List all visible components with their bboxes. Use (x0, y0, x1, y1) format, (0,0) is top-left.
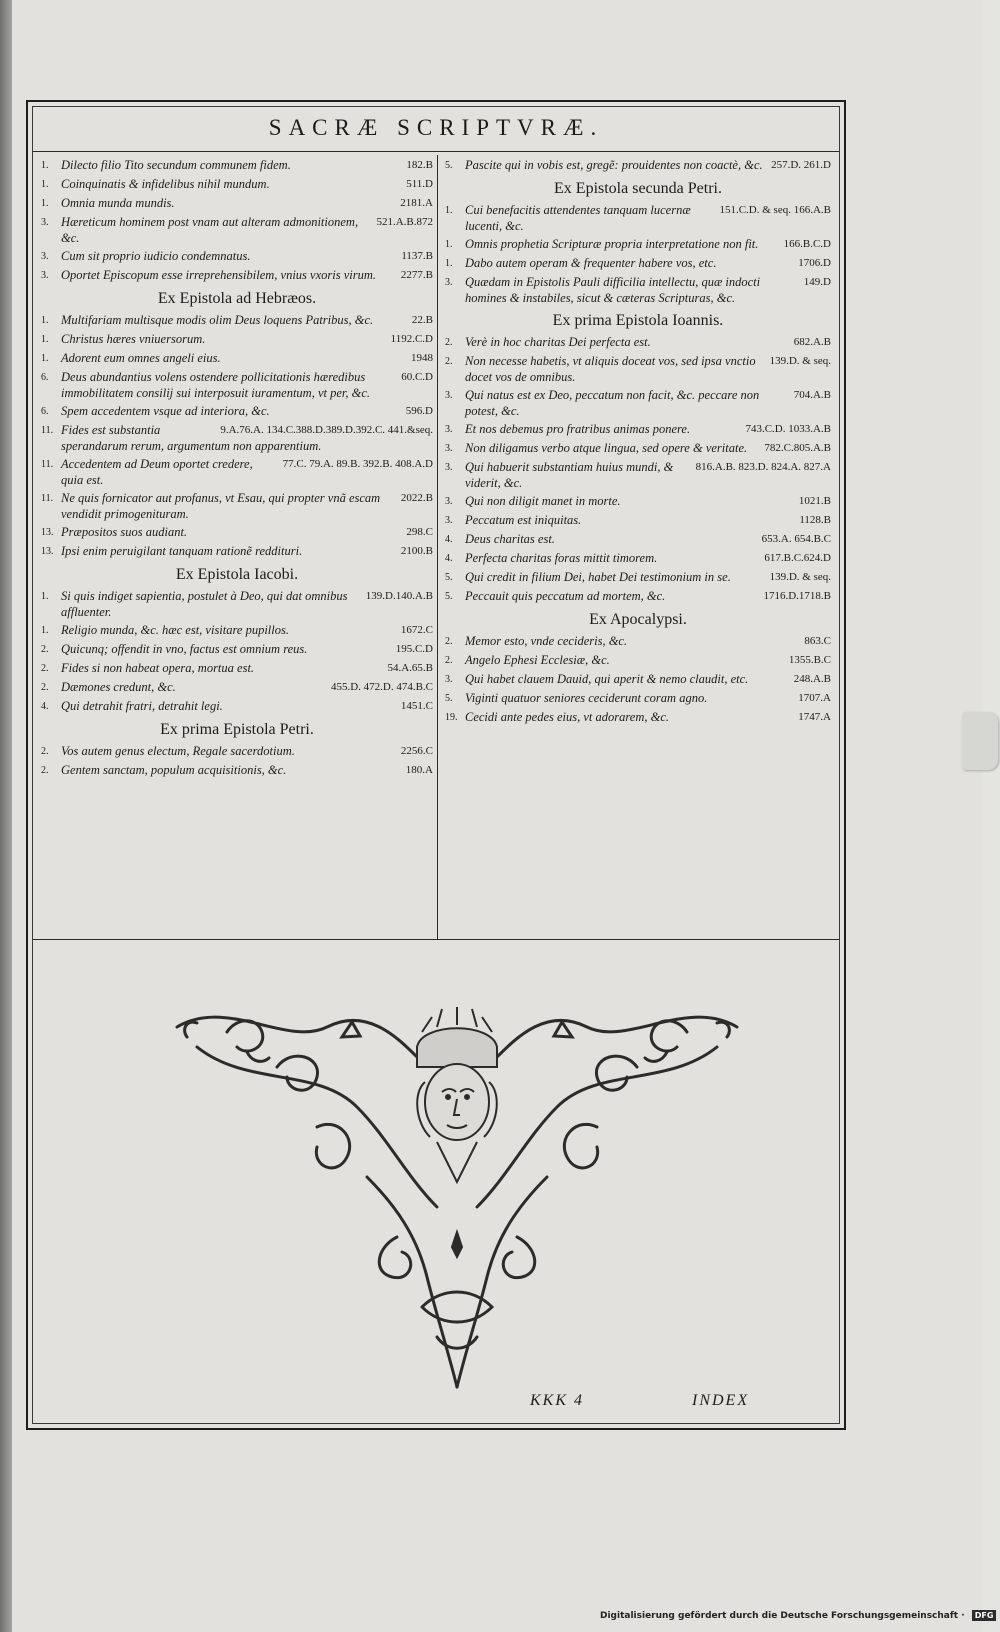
entry-text-block (465, 274, 831, 306)
page-reference: 653.A. 654.B.C (761, 533, 831, 545)
entry-text-block (61, 622, 433, 639)
entry-text-block (465, 493, 831, 510)
chapter-number: 6. (41, 372, 49, 383)
column-divider (437, 155, 438, 939)
page-reference: 195.C.D (395, 643, 433, 655)
entry-text-block (465, 652, 831, 669)
entry-text: Pascite qui in vobis est, gregẽ: prouidentes non coactè, &c. (465, 158, 763, 172)
entry-text: Gentem sanctam, populum acquisitionis, &c. (61, 763, 287, 777)
page-reference: 257.D. 261.D (771, 159, 831, 171)
index-entry (41, 157, 433, 174)
page-reference: 704.A.B (793, 389, 831, 401)
entry-text-block (465, 531, 831, 548)
page-reference: 1451.C (400, 700, 433, 712)
page-reference: 596.D (405, 405, 433, 417)
chapter-number: 1. (41, 334, 49, 345)
entry-text: Ne quis fornicator aut profanus, vt Esau, qui propter vnã escam vendidit primogenituram. (61, 491, 381, 521)
chapter-number: 2. (41, 644, 49, 655)
entry-text-block (61, 248, 433, 265)
entry-text-block (465, 255, 831, 272)
index-entry (445, 459, 831, 491)
entry-text: Non diligamus verbo atque lingua, sed opere & veritate. (465, 441, 748, 455)
page-reference: 455.D. 472.D. 474.B.C (330, 681, 433, 693)
chapter-number: 4. (445, 553, 453, 564)
entry-text-block (61, 543, 433, 560)
page-reference: 22.B (411, 314, 433, 326)
entry-text-block (61, 214, 433, 246)
entry-text-block (465, 334, 831, 351)
entry-text: Et nos debemus pro fratribus animas ponere. (465, 422, 691, 436)
page-reference: 298.C (406, 526, 433, 538)
entry-text-block (61, 350, 433, 367)
index-entry (445, 569, 831, 586)
chapter-number: 2. (41, 682, 49, 693)
entry-text-block (61, 762, 433, 779)
index-entry (41, 679, 433, 696)
entry-text: Christus hæres vniuersorum. (61, 332, 206, 346)
chapter-number: 3. (445, 515, 453, 526)
entry-text: Omnia munda mundis. (61, 196, 175, 210)
index-column-left (41, 157, 433, 935)
page-reference: 1707.A (798, 692, 831, 704)
entry-text-block (61, 641, 433, 658)
chapter-number: 1. (41, 591, 49, 602)
entry-text: Ipsi enim peruigilant tanquam rationẽ reddituri. (61, 544, 303, 558)
section-heading: Ex prima Epistola Ioannis. (552, 312, 724, 329)
entry-text-block (61, 422, 433, 454)
entry-text-block (61, 267, 433, 284)
entry-text-block (61, 524, 433, 541)
page-reference: 60.C.D (401, 371, 433, 383)
index-entry (445, 690, 831, 707)
entry-text: Deus abundantius volens ostendere pollicitationis hæredibus immobilitatem consilij sui interposuit iuramentum, vt per, &c. (61, 370, 371, 400)
chapter-number: 3. (445, 462, 453, 473)
page-reference: 617.B.C.624.D (764, 552, 831, 564)
chapter-number: 1. (41, 198, 49, 209)
entry-text-block (61, 176, 433, 193)
index-entry (41, 641, 433, 658)
entry-text: Dæmones credunt, &c. (61, 680, 176, 694)
index-entry (41, 331, 433, 348)
chapter-number: 2. (445, 337, 453, 348)
page-reference: 151.C.D. & seq. 166.A.B (719, 204, 831, 216)
chapter-number: 2. (445, 655, 453, 666)
chapter-number: 1. (41, 353, 49, 364)
index-entry (41, 660, 433, 677)
chapter-number: 3. (445, 674, 453, 685)
entry-text: Angelo Ephesi Ecclesiæ, &c. (465, 653, 610, 667)
entry-text: Cum sit proprio iudicio condemnatus. (61, 249, 251, 263)
index-entry (41, 762, 433, 779)
entry-text: Multifariam multisque modis olim Deus loquens Patribus, &c. (61, 313, 374, 327)
entry-text: Præpositos suos audiant. (61, 525, 188, 539)
page-reference: 1747.A (798, 711, 831, 723)
digitization-credit (600, 1610, 996, 1628)
index-entry (41, 312, 433, 329)
entry-text-block (61, 679, 433, 696)
entry-text: Coinquinatis & infidelibus nihil mundum. (61, 177, 270, 191)
index-entry (41, 350, 433, 367)
entry-text-block (465, 550, 831, 567)
page-reference: 511.D (406, 178, 433, 190)
index-entry (445, 202, 831, 234)
chapter-number: 5. (445, 693, 453, 704)
entry-text-block (465, 440, 831, 457)
chapter-number: 11. (41, 425, 54, 436)
entry-text-block (61, 403, 433, 420)
index-entry (41, 456, 433, 488)
index-entry (445, 550, 831, 567)
section-heading: Ex Epistola ad Hebræos. (157, 290, 317, 307)
chapter-number: 2. (41, 663, 49, 674)
page-reference: 743.C.D. 1033.A.B (745, 423, 831, 435)
chapter-number: 11. (41, 493, 54, 504)
index-entry (41, 490, 433, 522)
entry-text: Deus charitas est. (465, 532, 555, 546)
index-entry (41, 176, 433, 193)
signature-mark: KKK 4 (530, 1392, 585, 1409)
entry-text: Qui detrahit fratri, detrahit legi. (61, 699, 223, 713)
index-entry (445, 633, 831, 650)
index-entry (41, 543, 433, 560)
entry-text: Quicunq; offendit in vno, factus est omnium reus. (61, 642, 308, 656)
chapter-number: 3. (41, 251, 49, 262)
index-entry (445, 255, 831, 272)
page-reference: 1948 (411, 352, 433, 364)
page-reference: 863.C (804, 635, 831, 647)
entry-text: Cui benefacitis attendentes tanquam lucernæ lucenti, &c. (465, 203, 691, 233)
chapter-number: 3. (445, 443, 453, 454)
chapter-number: 5. (445, 572, 453, 583)
index-entry (41, 214, 433, 246)
page-reference: 1706.D (798, 257, 831, 269)
entry-text-block (61, 698, 433, 715)
text-bottom-rule (33, 939, 839, 940)
page-reference: 166.B.C.D (783, 238, 831, 250)
entry-text-block (61, 369, 433, 401)
page-reference: 9.A.76.A. 134.C.388.D.389.D.392.C. 441.&seq. (220, 424, 433, 436)
page-tab (962, 712, 998, 770)
entry-text-block (465, 202, 831, 234)
entry-text-block (61, 456, 433, 488)
entry-text: Peccatum est iniquitas. (465, 513, 582, 527)
index-entry (445, 236, 831, 253)
index-entry (445, 157, 831, 174)
index-entry (41, 195, 433, 212)
chapter-number: 2. (445, 356, 453, 367)
page-reference: 2181.A (400, 197, 433, 209)
chapter-number: 3. (41, 217, 49, 228)
entry-text: Fides si non habeat opera, mortua est. (61, 661, 255, 675)
section-heading: Ex prima Epistola Petri. (160, 721, 314, 738)
index-entry (41, 422, 433, 454)
dfg-logo: DFG (972, 1610, 997, 1621)
digitization-credit-text: Digitalisierung gefördert durch die Deutsche Forschungsgemeinschaft · (600, 1611, 965, 1621)
entry-text-block (61, 195, 433, 212)
page-reference: 54.A.65.B (387, 662, 433, 674)
index-entry (445, 353, 831, 385)
index-entry (445, 274, 831, 306)
chapter-number: 1. (41, 179, 49, 190)
entry-text: Hæreticum hominem post vnam aut alteram admonitionem, &c. (61, 215, 359, 245)
page-frame (26, 100, 846, 1430)
entry-text: Dilecto filio Tito secundum communem fidem. (61, 158, 291, 172)
index-entry (41, 743, 433, 760)
index-entry (445, 493, 831, 510)
chapter-number: 3. (445, 496, 453, 507)
page-reference: 682.A.B (793, 336, 831, 348)
page-frame-inner (32, 106, 840, 1424)
entry-text: Dabo autem operam & frequenter habere vos, etc. (465, 256, 717, 270)
entry-text: Religio munda, &c. hæc est, visitare pupillos. (61, 623, 289, 637)
index-entry (41, 248, 433, 265)
page-reference: 1128.B (799, 514, 831, 526)
entry-text: Accedentem ad Deum oportet credere, quia est. (61, 457, 253, 487)
index-entry (445, 531, 831, 548)
chapter-number: 3. (445, 390, 453, 401)
entry-text: Qui natus est ex Deo, peccatum non facit, &c. peccare non potest, &c. (465, 388, 760, 418)
entry-text: Viginti quatuor seniores ceciderunt coram agno. (465, 691, 708, 705)
index-entry (41, 524, 433, 541)
page-reference: 182.B (406, 159, 433, 171)
running-head: SACRÆ SCRIPTVRÆ. (268, 115, 604, 140)
entry-text-block (465, 671, 831, 688)
entry-text-block (465, 459, 831, 491)
index-entry (445, 387, 831, 419)
chapter-number: 1. (41, 160, 49, 171)
page-reference: 1137.B (401, 250, 433, 262)
entry-text-block (61, 157, 433, 174)
index-entry (41, 267, 433, 284)
entry-text-block (465, 709, 831, 726)
page-reference: 1672.C (400, 624, 433, 636)
chapter-number: 2. (41, 765, 49, 776)
page-reference: 2256.C (400, 745, 433, 757)
section-heading: Ex Epistola Iacobi. (175, 566, 299, 583)
entry-text: Spem accedentem vsque ad interiora, &c. (61, 404, 270, 418)
entry-text: Qui habet clauem Dauid, qui aperit & nemo claudit, etc. (465, 672, 749, 686)
page-reference: 1192.C.D (390, 333, 433, 345)
entry-text-block (465, 512, 831, 529)
entry-text: Qui credit in filium Dei, habet Dei testimonium in se. (465, 570, 731, 584)
entry-text-block (465, 569, 831, 586)
index-entry (41, 369, 433, 401)
entry-text-block (465, 633, 831, 650)
chapter-number: 1. (445, 258, 453, 269)
chapter-number: 1. (445, 205, 453, 216)
chapter-number: 13. (41, 546, 54, 557)
entry-text: Quædam in Epistolis Pauli difficilia intellectu, quæ indocti homines & instabiles, sicut & cæteras Scripturas, &c. (465, 275, 761, 305)
head-rule (33, 151, 839, 152)
index-entry (41, 622, 433, 639)
index-entry (41, 698, 433, 715)
chapter-number: 4. (41, 701, 49, 712)
entry-text: Peccauit quis peccatum ad mortem, &c. (465, 589, 666, 603)
entry-text-block (61, 588, 433, 620)
entry-text-block (465, 353, 831, 385)
index-entry (41, 403, 433, 420)
index-column-right (445, 157, 831, 935)
index-entry (445, 334, 831, 351)
chapter-number: 3. (41, 270, 49, 281)
entry-text: Memor esto, vnde cecideris, &c. (465, 634, 628, 648)
chapter-number: 2. (41, 746, 49, 757)
entry-text-block (465, 236, 831, 253)
entry-text: Vos autem genus electum, Regale sacerdotium. (61, 744, 295, 758)
page-reference: 1355.B.C (788, 654, 831, 666)
entry-text: Oportet Episcopum esse irreprehensibilem, vnius vxoris virum. (61, 268, 376, 282)
page-reference: 180.A (405, 764, 433, 776)
page-reference: 248.A.B (793, 673, 831, 685)
chapter-number: 2. (445, 636, 453, 647)
entry-text-block (61, 312, 433, 329)
index-entry (445, 421, 831, 438)
entry-text-block (61, 490, 433, 522)
chapter-number: 5. (445, 591, 453, 602)
entry-text: Verè in hoc charitas Dei perfecta est. (465, 335, 651, 349)
page-reference: 2277.B (400, 269, 433, 281)
index-entry (445, 440, 831, 457)
entry-text: Si quis indiget sapientia, postulet à Deo, qui dat omnibus affluenter. (61, 589, 348, 619)
chapter-number: 3. (445, 424, 453, 435)
entry-text-block (61, 743, 433, 760)
chapter-number: 5. (445, 160, 453, 171)
section-heading: Ex Apocalypsi. (589, 611, 687, 628)
chapter-number: 3. (445, 277, 453, 288)
entry-text-block (465, 588, 831, 605)
section-heading: Ex Epistola secunda Petri. (554, 180, 722, 197)
entry-text: Cecidi ante pedes eius, vt adorarem, &c. (465, 710, 670, 724)
index-entry (445, 652, 831, 669)
page-reference: 1716.D.1718.B (763, 590, 831, 602)
entry-text-block (465, 157, 831, 174)
catchword: INDEX (692, 1392, 750, 1409)
chapter-number: 11. (41, 459, 54, 470)
entry-text-block (465, 421, 831, 438)
entry-text: Adorent eum omnes angeli eius. (61, 351, 221, 365)
page-reference: 139.D. & seq. (769, 355, 831, 367)
entry-text: Qui non diligit manet in morte. (465, 494, 621, 508)
chapter-number: 13. (41, 527, 54, 538)
entry-text: Fides est substantia sperandarum rerum, argumentum non apparentium. (61, 423, 322, 453)
chapter-number: 6. (41, 406, 49, 417)
entry-text-block (61, 331, 433, 348)
entry-text-block (61, 660, 433, 677)
entry-text-block (465, 690, 831, 707)
page-reference: 139.D.140.A.B (365, 590, 433, 602)
chapter-number: 19. (445, 712, 458, 723)
chapter-number: 1. (41, 625, 49, 636)
page-reference: 2100.B (400, 545, 433, 557)
entry-text-block (465, 387, 831, 419)
page-reference: 1021.B (798, 495, 831, 507)
chapter-number: 4. (445, 534, 453, 545)
entry-text: Perfecta charitas foras mittit timorem. (465, 551, 658, 565)
index-entry (445, 709, 831, 726)
entry-text: Non necesse habetis, vt aliquis doceat vos, sed ipsa vnctio docet vos de omnibus. (465, 354, 756, 384)
ornament-tailpiece (167, 1007, 747, 1397)
index-entry (41, 588, 433, 620)
entry-text: Omnis prophetia Scripturæ propria interpretatione non fit. (465, 237, 759, 251)
page-reference: 77.C. 79.A. 89.B. 392.B. 408.A.D (282, 458, 433, 470)
chapter-number: 1. (445, 239, 453, 250)
index-entry (445, 512, 831, 529)
page-reference: 816.A.B. 823.D. 824.A. 827.A (695, 461, 831, 473)
page-reference: 149.D (803, 276, 831, 288)
page-reference: 782.C.805.A.B (764, 442, 831, 454)
page-reference: 521.A.B.872 (376, 216, 433, 228)
chapter-number: 1. (41, 315, 49, 326)
index-entry (445, 671, 831, 688)
page-reference: 2022.B (400, 492, 433, 504)
entry-text: Qui habuerit substantiam huius mundi, & viderit, &c. (465, 460, 674, 490)
index-entry (445, 588, 831, 605)
page-reference: 139.D. & seq. (769, 571, 831, 583)
